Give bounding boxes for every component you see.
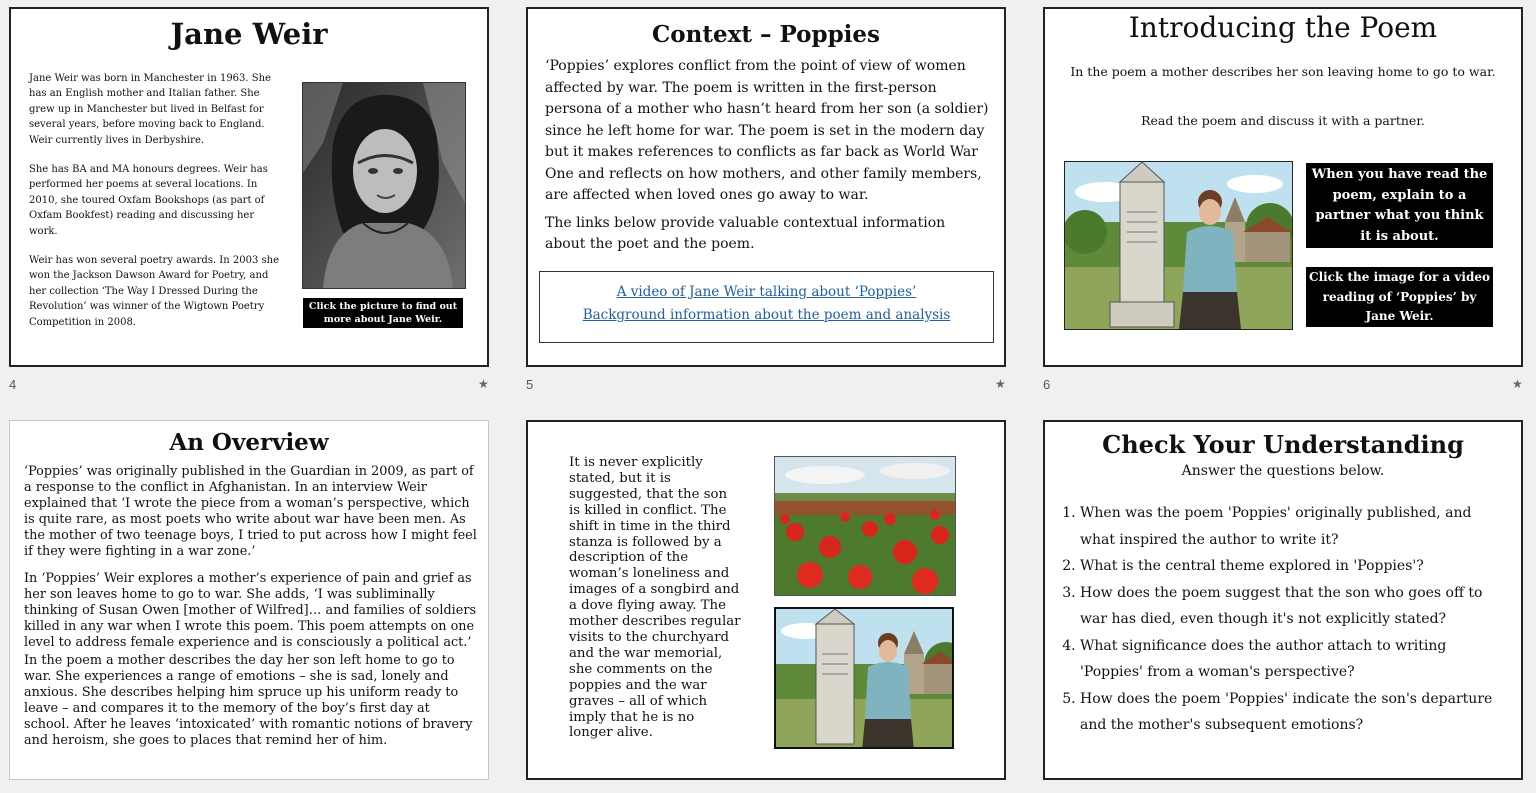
biography-text xyxy=(29,71,279,330)
paragraph: ‘Poppies’ explores conflict from the point of view of women affected by war. The poem is written in the first-person persona of a mother who hasn’t heard from her son (a soldier) since he left home for war. The poem is set in the modern day but it makes references to conflicts as far back as World War One and reflects on how mothers, and other family members, are affected when loved ones go away to war. xyxy=(545,58,989,203)
question-item: 4. What significance does the author attach to writing 'Poppies' from a woman's perspective? xyxy=(1080,633,1510,686)
slide-title: Context – Poppies xyxy=(652,21,880,48)
jane-weir-photo[interactable] xyxy=(302,82,466,289)
slide-thumbnail-7[interactable] xyxy=(9,420,489,780)
slide-thumbnail-5[interactable] xyxy=(526,7,1006,367)
slide-number: 4 xyxy=(9,377,17,392)
video-link[interactable]: A video of Jane Weir talking about ‘Poppies’ xyxy=(616,284,917,300)
discussion-prompt: When you have read the poem, explain to a partner what you think it is about. xyxy=(1306,163,1493,248)
paragraph: In ‘Poppies’ Weir explores a mother’s experience of pain and grief as her son leaves home to go to war. She adds, ‘I was subliminally thinking of Susan Owen [mother of Wilfred]… and families of soldiers killed in any war when I wrote this poem. This poem attempts on one level to address female experience and is consciously a political act.’ xyxy=(24,571,477,651)
analysis-text: It is never explicitly stated, but it is suggested, that the son is killed in conflict. The shift in time in the third stanza is followed by a description of the woman’s loneliness and images of a songbird and a dove flying away. The mother describes regular visits to the churchyard and the war memorial, she comments on the poppies and the war graves – all of which imply that he is no longer alive. xyxy=(569,455,741,741)
question-item: 1. When was the poem 'Poppies' originally published, and what inspired the author to write it? xyxy=(1080,500,1510,553)
background-info-link[interactable]: Background information about the poem and analysis xyxy=(582,307,951,323)
video-reading-prompt[interactable]: Click the image for a video reading of ‘Poppies’ by Jane Weir. xyxy=(1306,267,1493,327)
paragraph: She has BA and MA honours degrees. Weir has performed her poems at several locations. In 2010, she toured Oxfam Bookshops (as part of Oxfam Bookfest) reading and discussing her work. xyxy=(29,164,268,237)
star-icon: ★ xyxy=(478,377,489,391)
slide-thumbnail-6[interactable] xyxy=(1043,7,1523,367)
star-icon: ★ xyxy=(995,377,1006,391)
context-text xyxy=(545,56,989,256)
question-item: 5. How does the poem 'Poppies' indicate the son's departure and the mother's subsequent emotions? xyxy=(1080,686,1510,739)
slide-thumbnail-9[interactable] xyxy=(1043,420,1523,780)
question-item: 3. How does the poem suggest that the son who goes off to war has died, even though it's not explicitly stated? xyxy=(1080,580,1510,633)
slide-title: Check Your Understanding xyxy=(1102,430,1464,459)
paragraph: The links below provide valuable contextual information about the poet and the poem. xyxy=(545,214,946,252)
poppy-field-image xyxy=(774,456,956,596)
war-memorial-image xyxy=(774,607,954,749)
paragraph: Jane Weir was born in Manchester in 1963. She has an English mother and Italian father. She grew up in Manchester but lived in Belfast for several years, before moving back to England. Weir currently lives in Derbyshire. xyxy=(29,73,271,146)
photo-caption[interactable]: Click the picture to find out more about Jane Weir. xyxy=(303,298,463,328)
question-item: 2. What is the central theme explored in 'Poppies'? xyxy=(1080,553,1510,580)
slide-title: An Overview xyxy=(169,429,329,456)
paragraph: In the poem a mother describes the day her son left home to go to war. She experiences a range of emotions – she is sad, lonely and anxious. She describes helping him spruce up his uniform ready to leave – and compares it to the memory of the boy’s first day at school. After he leaves ‘intoxicated’ with romantic notions of bravery and heroism, she goes to places that remind her of him. xyxy=(24,652,473,748)
paragraph: ‘Poppies’ was originally published in the Guardian in 2009, as part of a response to the conflict in Afghanistan. In an interview Weir explained that ‘I wrote the piece from a woman’s perspective, which is quite rare, as most poets who write about war have been men. As the mother of two teenage boys, I tried to put across how I might feel if they were fighting in a war zone.’ xyxy=(24,464,477,559)
slide-thumbnail-4[interactable] xyxy=(9,7,489,367)
slide-number: 5 xyxy=(526,377,534,392)
intro-line: In the poem a mother describes her son leaving home to go to war. xyxy=(1070,64,1496,79)
questions-list xyxy=(1060,500,1510,739)
paragraph: Weir has won several poetry awards. In 2003 she won the Jackson Dawson Award for Poetry, and her collection ‘The Way I Dressed During the Revolution’ was winner of the Wigtown Poetry Competition in 2008. xyxy=(29,255,279,328)
instruction-line: Read the poem and discuss it with a partner. xyxy=(1141,113,1425,128)
war-memorial-image[interactable] xyxy=(1064,161,1293,330)
slide-title: Jane Weir xyxy=(170,17,328,51)
links-box xyxy=(539,271,994,343)
slide-thumbnail-8[interactable] xyxy=(526,420,1006,780)
slide-subtitle: Answer the questions below. xyxy=(1181,463,1385,479)
slide-title: Introducing the Poem xyxy=(1128,11,1438,44)
overview-text xyxy=(24,464,478,748)
star-icon: ★ xyxy=(1512,377,1523,391)
slide-number: 6 xyxy=(1043,377,1051,392)
